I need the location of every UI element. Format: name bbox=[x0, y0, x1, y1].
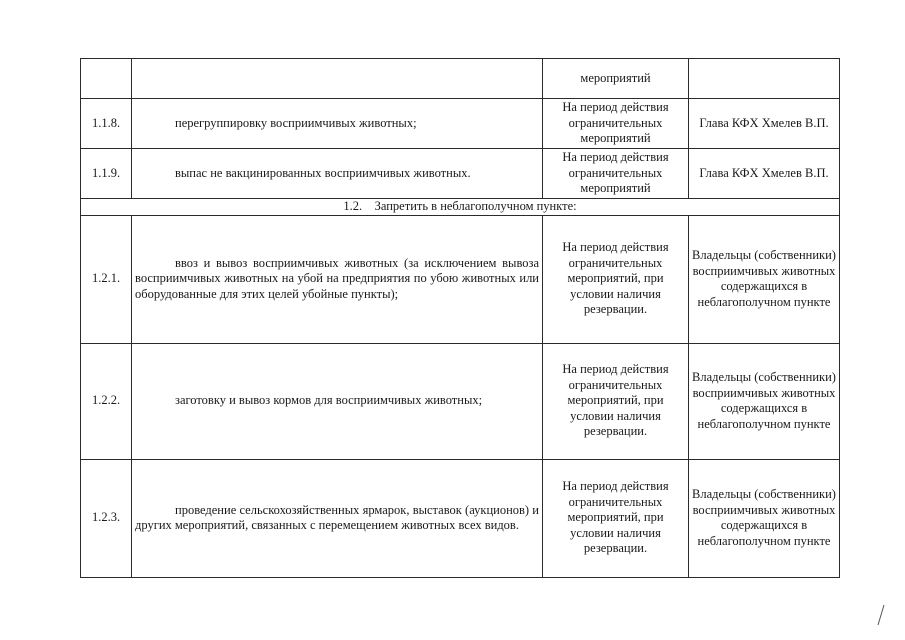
table-row bbox=[81, 459, 840, 577]
row-description bbox=[132, 149, 543, 199]
row-number: 1.2.3. bbox=[81, 459, 132, 577]
row-responsible: Владельцы (собственники) восприимчивых животных содержащихся в неблагополучном пункте bbox=[689, 215, 840, 343]
row-description bbox=[132, 215, 543, 343]
section-heading: 1.2. Запретить в неблагополучном пункте: bbox=[81, 199, 840, 216]
row-responsible: Глава КФХ Хмелев В.П. bbox=[689, 149, 840, 199]
row-description-text: ввоз и вывоз восприимчивых животных (за исключением вывоза восприимчивых животных на убой на предприятия по убою животных или оборудованные для этих целей убойные пункты); bbox=[135, 255, 539, 301]
pen-mark-icon bbox=[876, 604, 886, 626]
row-period: На период действия ограничительных мероприятий, при условии наличия резервации. bbox=[543, 215, 689, 343]
row-number: 1.2.1. bbox=[81, 215, 132, 343]
row-description bbox=[132, 459, 543, 577]
row-responsible bbox=[689, 59, 840, 99]
row-period: На период действия ограничительных мероприятий, при условии наличия резервации. bbox=[543, 343, 689, 459]
row-responsible: Владельцы (собственники) восприимчивых животных содержащихся в неблагополучном пункте bbox=[689, 343, 840, 459]
row-description-text: перегруппировку восприимчивых животных; bbox=[175, 115, 417, 130]
row-period: На период действия ограничительных мероприятий, при условии наличия резервации. bbox=[543, 459, 689, 577]
row-responsible: Глава КФХ Хмелев В.П. bbox=[689, 99, 840, 149]
table-row bbox=[81, 59, 840, 99]
row-number: 1.2.2. bbox=[81, 343, 132, 459]
row-description bbox=[132, 343, 543, 459]
row-description-text: выпас не вакцинированных восприимчивых животных. bbox=[175, 165, 471, 180]
row-description bbox=[132, 59, 543, 99]
row-period: мероприятий bbox=[543, 59, 689, 99]
row-period: На период действия ограничительных мероприятий bbox=[543, 99, 689, 149]
row-description-text: заготовку и вывоз кормов для восприимчивых животных; bbox=[175, 393, 483, 408]
section-row bbox=[81, 199, 840, 216]
row-number: 1.1.8. bbox=[81, 99, 132, 149]
row-period: На период действия ограничительных мероприятий bbox=[543, 149, 689, 199]
measures-table bbox=[80, 58, 840, 578]
row-responsible: Владельцы (собственники) восприимчивых животных содержащихся в неблагополучном пункте bbox=[689, 459, 840, 577]
table-row bbox=[81, 99, 840, 149]
row-description bbox=[132, 99, 543, 149]
table-row bbox=[81, 343, 840, 459]
table-row bbox=[81, 215, 840, 343]
table-row bbox=[81, 149, 840, 199]
row-description-text: проведение сельскохозяйственных ярмарок, выставок (аукционов) и других мероприятий, связанных с перемещением животных всех видов. bbox=[135, 502, 539, 532]
row-number bbox=[81, 59, 132, 99]
row-number: 1.1.9. bbox=[81, 149, 132, 199]
